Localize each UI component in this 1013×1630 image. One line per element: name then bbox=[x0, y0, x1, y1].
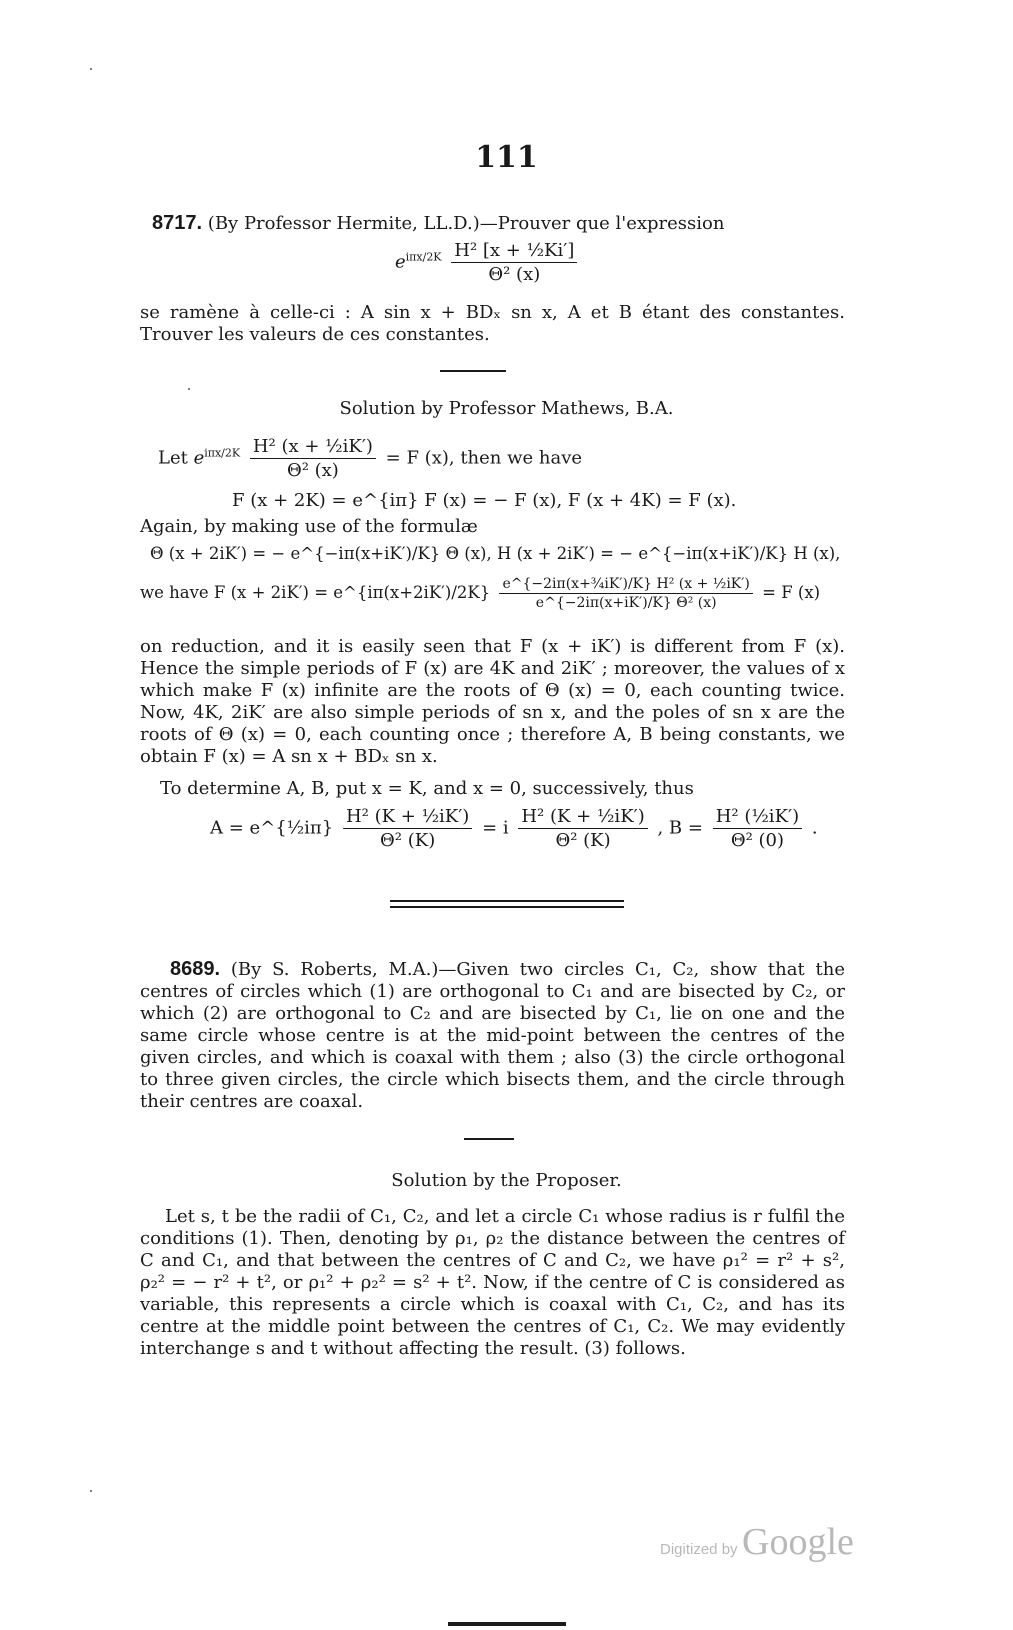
proposer-solution-text: Let s, t be the radii of C₁, C₂, and let a circle C₁ whose radius is r fulfil the conditions (1). Then, denoting by ρ₁, ρ₂ the distance between the centres of C and C₁, and that between the centres of C and C₂, we have ρ₁² = r² + s², ρ₂² = − r² + t², or ρ₁² + ρ₂² = s² + t². Now, if the centre of C is considered as variable, this represents a circle which is coaxal with C₁, C₂, and has its centre at the middle point between the centres of C₁, C₂. We may evidently interchange s and t without affecting the result. (3) follows. bbox=[140, 1206, 845, 1359]
solution-heading: Solution by Professor Mathews, B.A. bbox=[339, 398, 674, 419]
double-rule-top bbox=[390, 900, 624, 902]
period-equation: F (x + 2K) = e^{iπ} F (x) = − F (x), F (x + 4K) = F (x). bbox=[232, 490, 737, 511]
A-fraction-1: $\frac{\text{H² (K + ½iK′)}}{\text{Θ² (K)}}$ bbox=[343, 806, 472, 851]
result-equation: A = e^{½iπ} $\frac{\text{H² (K + ½iK′)}}{\text{Θ² (K)}}$ = i $\frac{\text{H² (K + ½iK′)}}{\text{Θ² (K)}}$ , B = $\frac{\text{H² (½iK′)}}{\text{Θ² (0)}}$ . bbox=[210, 806, 818, 851]
B-fraction: $\frac{\text{H² (½iK′)}}{\text{Θ² (0)}}$ bbox=[713, 806, 802, 851]
separator-rule bbox=[464, 1138, 514, 1140]
let-equation: Let $e^{i\pi x/2K}$ $\frac{\text{H² (x + ½iK′)}}{\text{Θ² (x)}}$ = F (x), then we have bbox=[158, 436, 583, 481]
bottom-edge-rule bbox=[448, 1622, 566, 1626]
question-8717-expression: $e^{i\pi x/2K}$ $\frac{\text{H² [x + ½Ki′]}}{\text{Θ² (x)}}$ bbox=[395, 240, 581, 285]
separator-rule bbox=[440, 370, 506, 372]
let-fraction: $\frac{\text{H² (x + ½iK′)}}{\text{Θ² (x)}}$ bbox=[250, 436, 376, 481]
solution-heading: Solution by the Proposer. bbox=[391, 1170, 622, 1191]
A-fraction-2: $\frac{\text{H² (K + ½iK′)}}{\text{Θ² (K)}}$ bbox=[518, 806, 647, 851]
question-8689 bbox=[140, 958, 845, 1113]
scan-speck bbox=[90, 1490, 92, 1492]
expression-fraction: $\frac{\text{H² [x + ½Ki′]}}{\text{Θ² (x)}}$ bbox=[451, 240, 577, 285]
question-8689-text: (By S. Roberts, M.A.)—Given two circles C₁, C₂, show that the centres of circles which (1) are orthogonal to C₁ and are bisected by C₂, or which (2) are orthogonal to C₂ and are bisected by C₁, lie on one and the same circle whose centre is at the mid-point between the centres of the given circles, and which is coaxal with them ; also (3) the circle orthogonal to three given circles, the circle which bisects them, and the circle through their centres are coaxal. bbox=[140, 959, 845, 1112]
page-number: 111 bbox=[475, 140, 538, 175]
again-text: Again, by making use of the formulæ bbox=[140, 516, 478, 537]
double-rule-bottom bbox=[390, 906, 624, 908]
formulae-equation: Θ (x + 2iK′) = − e^{−iπ(x+iK′)/K} Θ (x), H (x + 2iK′) = − e^{−iπ(x+iK′)/K} H (x), bbox=[150, 544, 841, 563]
scan-speck bbox=[90, 68, 92, 70]
scan-speck bbox=[188, 388, 190, 390]
question-intro-text: (By Professor Hermite, LL.D.)—Prouver que l'expression bbox=[207, 213, 725, 234]
question-number: 8717. bbox=[152, 212, 203, 234]
question-8717-intro bbox=[140, 212, 845, 235]
question-8717-text: se ramène à celle-ci : A sin x + BDₓ sn x, A et B étant des constantes. Trouver les valeurs de ces constantes. bbox=[140, 302, 845, 345]
google-logo: Google bbox=[742, 1521, 854, 1563]
question-number: 8689. bbox=[170, 958, 221, 980]
wehave-fraction: $\frac{\text{e\textasciicircum{}\{−2iπ(x+¾iK′)/K\} H² (x + ½iK′)}}{\text{e\textasciicircum{}\{−2iπ(x+iK′)/K\} Θ² (x)}}$ bbox=[499, 576, 752, 611]
wehave-equation: we have F (x + 2iK′) = e^{iπ(x+2iK′)/2K} $\frac{\text{e\textasciicircum{}\{−2iπ(x+¾iK′)/K\} H² (x + ½iK′)}}{\text{e\textasciicircum{}\{−2iπ(x+iK′)/K\} Θ² (x)}}$ = F (x) bbox=[140, 576, 821, 611]
digitized-watermark: Digitized by Google bbox=[660, 1521, 854, 1563]
determine-text: To determine A, B, put x = K, and x = 0, successively, thus bbox=[160, 778, 694, 799]
solution-paragraph: on reduction, and it is easily seen that F (x + iK′) is different from F (x). Hence the simple periods of F (x) are 4K and 2iK′ ; moreover, the values of x which make F (x) infinite are the roots of Θ (x) = 0, each counting twice. Now, 4K, 2iK′ are also simple periods of sn x, and the poles of sn x are the roots of Θ (x) = 0, each counting once ; therefore A, B being constants, we obtain F (x) = A sn x + BDₓ sn x. bbox=[140, 636, 845, 767]
